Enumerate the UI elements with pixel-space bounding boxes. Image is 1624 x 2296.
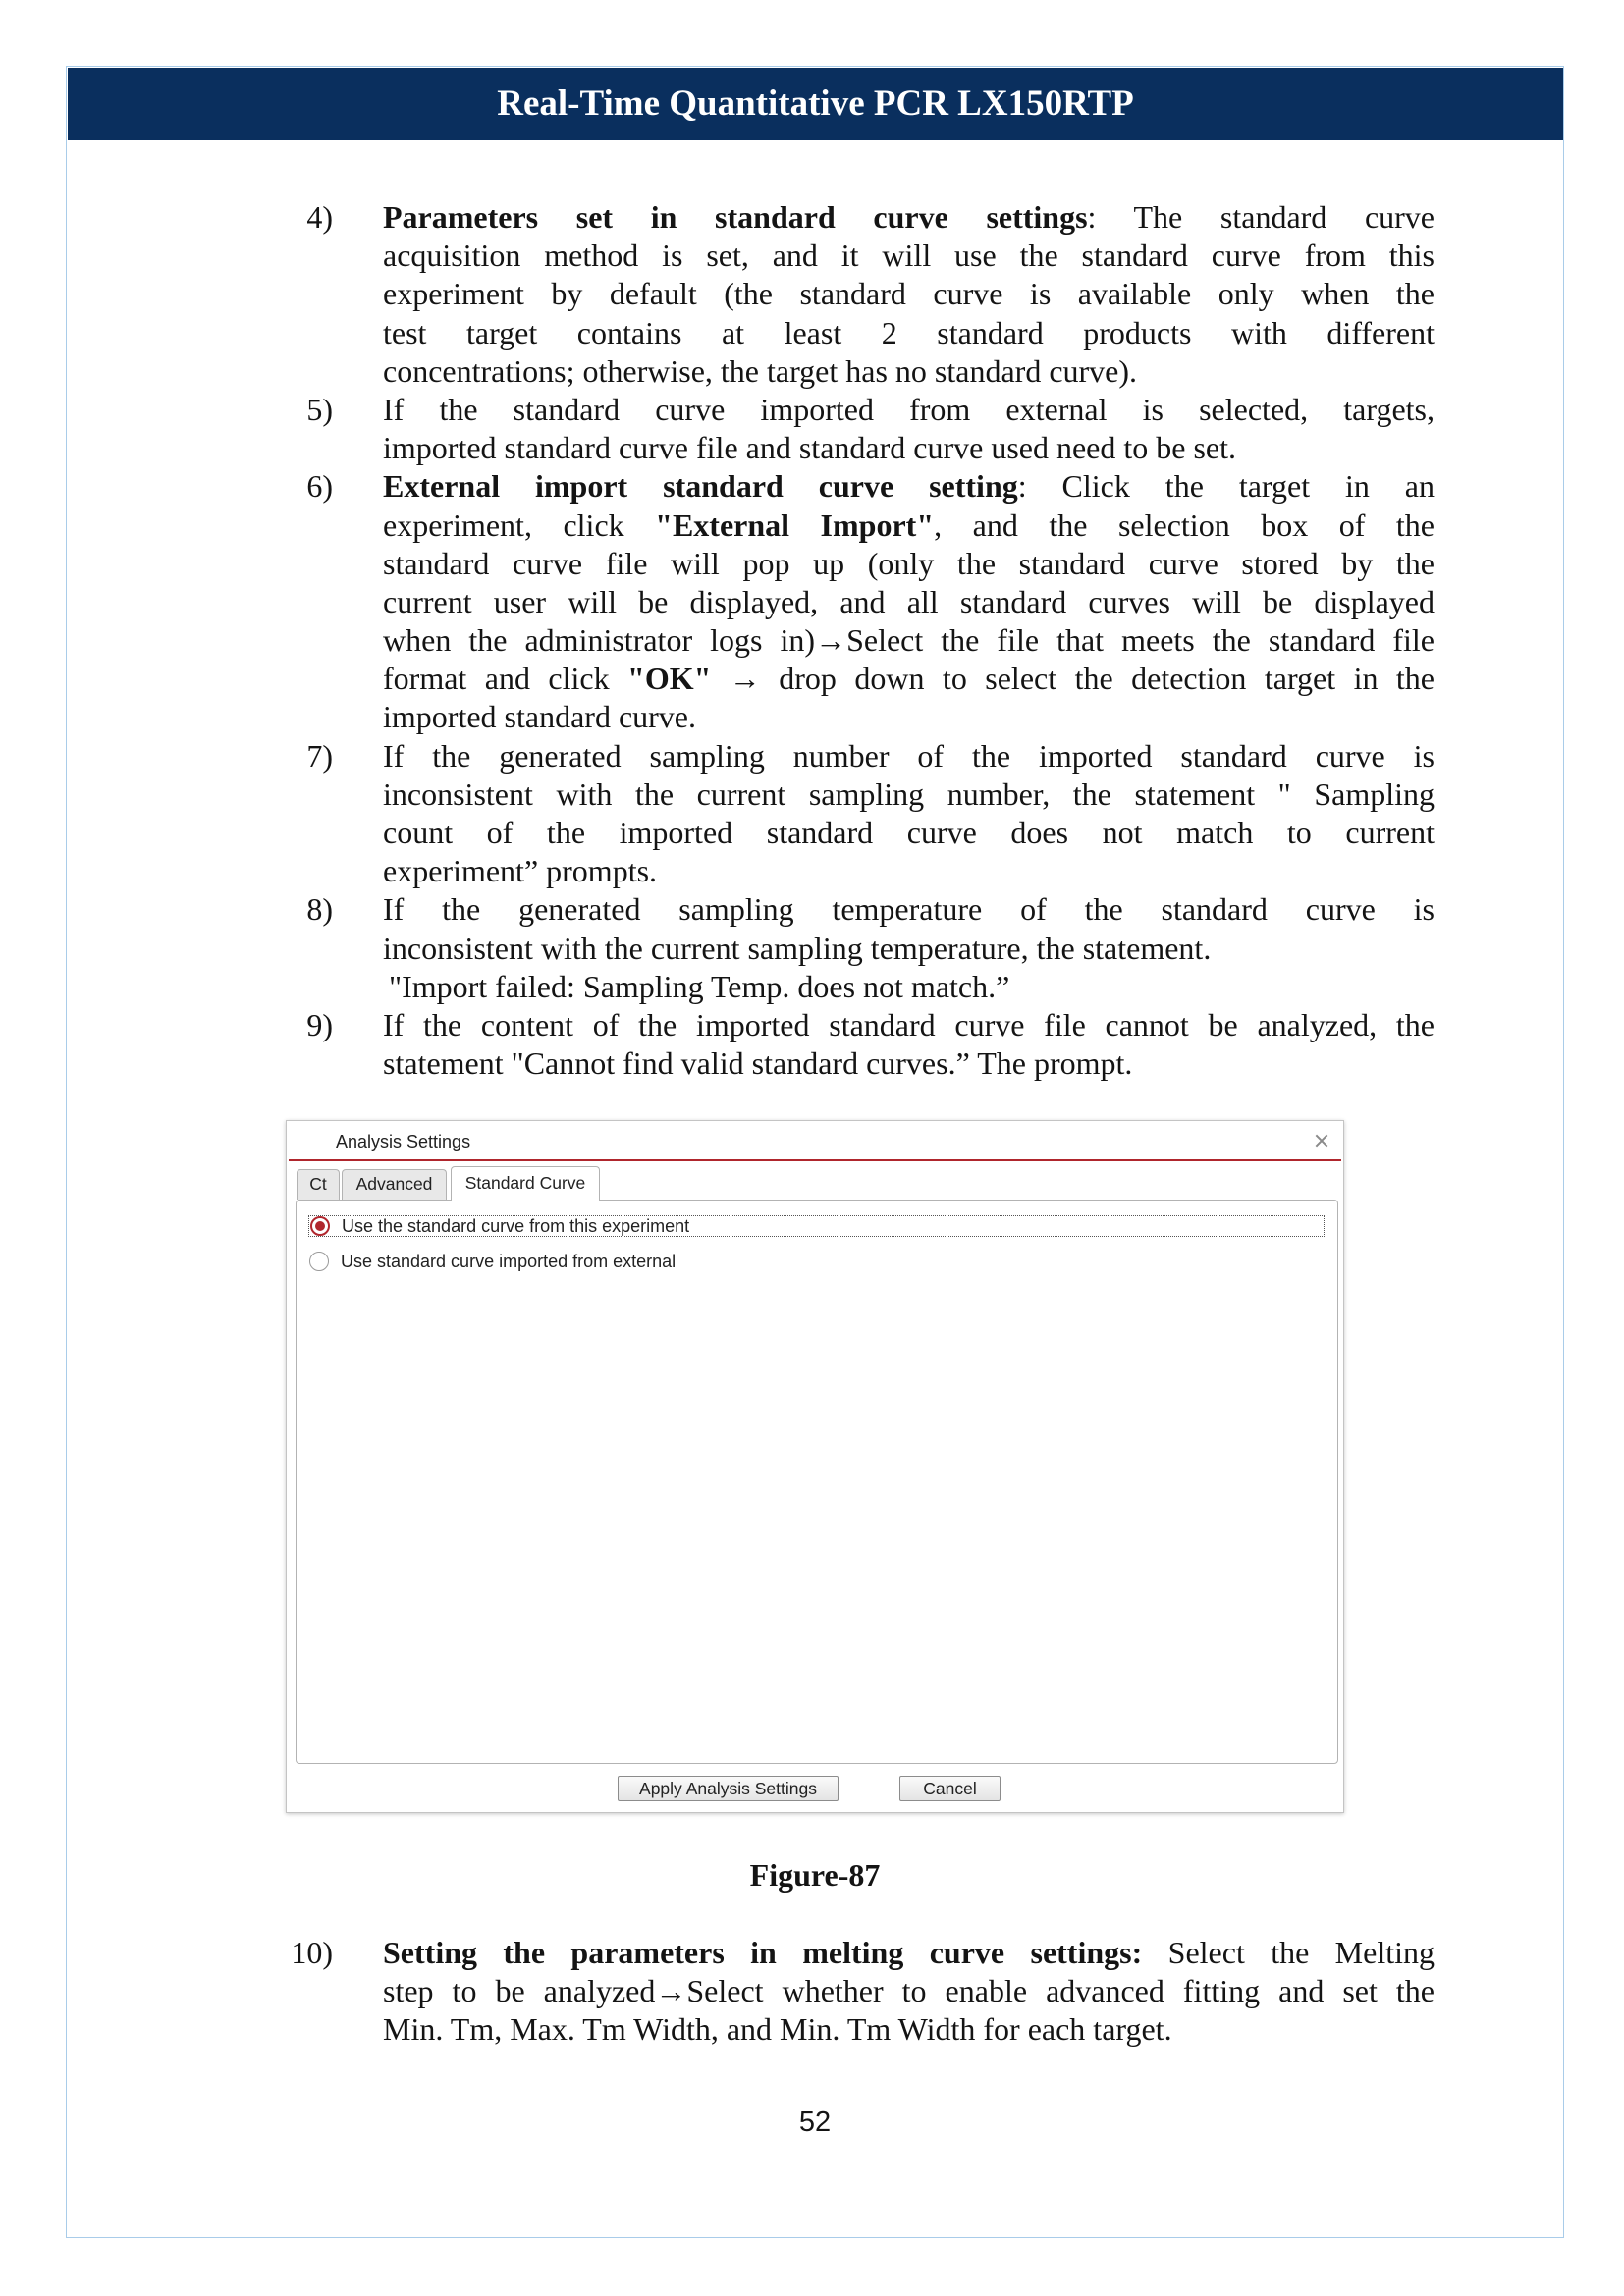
text-line bbox=[383, 698, 1435, 736]
text-run: current user will be displayed, and all standard curves will be displayed bbox=[383, 583, 1435, 619]
page-number: 52 bbox=[798, 2107, 832, 2138]
close-icon bbox=[1315, 1134, 1328, 1148]
list-item bbox=[0, 737, 1624, 891]
numbered-list bbox=[0, 1934, 1624, 2050]
bold-text: External import standard curve setting bbox=[383, 468, 1018, 505]
bold-text: "External Import" bbox=[655, 507, 935, 543]
text-run: If the standard curve imported from external is selected, targets, bbox=[383, 391, 1435, 427]
text-run: statement "Cannot find valid standard curves.” The prompt. bbox=[383, 1045, 1133, 1082]
list-item bbox=[0, 198, 1624, 391]
text-run: acquisition method is set, and it will use the standard curve from this bbox=[383, 238, 1435, 274]
text-line bbox=[383, 737, 1435, 775]
tab-ct: Ct bbox=[297, 1169, 340, 1200]
text-run: Select the Melting bbox=[1142, 1935, 1435, 1970]
tab-advanced: Advanced bbox=[342, 1169, 447, 1200]
text-line bbox=[383, 930, 1435, 968]
text-line bbox=[383, 352, 1435, 391]
text-line bbox=[383, 890, 1435, 929]
text-run: Min. Tm, Max. Tm Width, and Min. Tm Width for each target. bbox=[383, 2011, 1172, 2048]
list-item-paragraph bbox=[383, 467, 1435, 736]
text-run: If the generated sampling temperature of the standard curve is bbox=[383, 891, 1435, 928]
text-line bbox=[383, 237, 1435, 275]
text-run: → drop down to select the detection target in the bbox=[711, 661, 1435, 697]
list-item-number: 5) bbox=[306, 391, 333, 427]
tab-standard-curve: Standard Curve bbox=[451, 1166, 600, 1201]
page-header bbox=[68, 68, 1563, 140]
text-run: imported standard curve file and standard curve used need to be set. bbox=[383, 430, 1237, 466]
text-run: If the content of the imported standard curve file cannot be analyzed, the bbox=[383, 1006, 1435, 1042]
text-run: "Import failed: Sampling Temp. does not match.” bbox=[389, 968, 1010, 1004]
option-use-imported-curve bbox=[308, 1252, 1325, 1273]
list-item-number: 6) bbox=[306, 468, 333, 505]
dialog-title: Analysis Settings bbox=[336, 1132, 471, 1151]
text-run: inconsistent with the current sampling temperature, the statement. bbox=[383, 930, 1212, 966]
text-line bbox=[383, 391, 1435, 429]
list-item bbox=[0, 467, 1624, 736]
text-run: : Click the target in an bbox=[1017, 468, 1435, 505]
text-line bbox=[383, 507, 1435, 545]
list-item bbox=[0, 890, 1624, 1006]
bold-text: Parameters set in standard curve settings bbox=[383, 199, 1088, 235]
cancel-button: Cancel bbox=[899, 1776, 1001, 1801]
text-run: : The standard curve bbox=[1087, 199, 1435, 235]
text-line bbox=[383, 583, 1435, 621]
text-line bbox=[383, 275, 1435, 313]
list-item-paragraph bbox=[383, 968, 1435, 1006]
text-run: experiment by default (the standard curve is available only when the bbox=[383, 276, 1435, 312]
text-line bbox=[383, 1006, 1435, 1044]
text-line bbox=[383, 429, 1435, 467]
list-item-paragraph bbox=[383, 737, 1435, 891]
text-run: If the generated sampling number of the imported standard curve is bbox=[383, 737, 1435, 774]
text-line bbox=[383, 814, 1435, 852]
text-run: format and click bbox=[383, 661, 628, 697]
text-run: imported standard curve. bbox=[383, 699, 696, 735]
numbered-list bbox=[0, 198, 1624, 1083]
text-line bbox=[383, 1972, 1435, 2010]
text-run: inconsistent with the current sampling number, the statement " Sampling bbox=[383, 775, 1435, 812]
text-line bbox=[383, 1934, 1435, 1972]
list-item-number: 9) bbox=[306, 1006, 333, 1042]
list-item-number: 8) bbox=[306, 891, 333, 928]
text-line bbox=[383, 775, 1435, 814]
list-item bbox=[0, 1934, 1624, 2050]
bold-text: "OK" bbox=[627, 661, 712, 697]
radio-button bbox=[310, 1216, 330, 1236]
text-run: standard curve file will pop up (only the standard curve stored by the bbox=[383, 545, 1435, 581]
text-line bbox=[383, 545, 1435, 583]
list-item-number: 7) bbox=[306, 737, 333, 774]
option-use-experiment-curve bbox=[308, 1215, 1325, 1237]
list-item-paragraph bbox=[383, 1006, 1435, 1083]
list-item-number: 10) bbox=[291, 1935, 333, 1970]
list-item bbox=[0, 1006, 1624, 1083]
text-line bbox=[383, 621, 1435, 660]
list-item-paragraph bbox=[383, 198, 1435, 391]
text-run: experiment” prompts. bbox=[383, 853, 658, 889]
tab-panel bbox=[296, 1200, 1338, 1764]
option-label: Use the standard curve from this experiment bbox=[342, 1216, 690, 1236]
text-run: concentrations; otherwise, the target has no standard curve). bbox=[383, 352, 1138, 389]
text-run: count of the imported standard curve does not match to current bbox=[383, 815, 1435, 850]
text-line bbox=[383, 660, 1435, 698]
bold-text: Setting the parameters in melting curve settings: bbox=[383, 1935, 1143, 1970]
list-item bbox=[0, 391, 1624, 467]
text-line bbox=[383, 467, 1435, 506]
text-run: step to be analyzed→Select whether to enable advanced fitting and set the bbox=[383, 1973, 1435, 2009]
text-line bbox=[383, 198, 1435, 237]
figure-caption: Figure-87 bbox=[749, 1857, 881, 1893]
text-line bbox=[383, 2010, 1435, 2049]
figure-screenshot bbox=[286, 1120, 1344, 1813]
page-title: Real-Time Quantitative PCR LX150RTP bbox=[497, 83, 1134, 124]
text-line bbox=[383, 314, 1435, 352]
text-run: test target contains at least 2 standard products with different bbox=[383, 314, 1435, 350]
list-item-number: 4) bbox=[306, 199, 333, 235]
radio-button bbox=[309, 1252, 329, 1271]
text-run: experiment, click bbox=[383, 507, 656, 543]
text-line bbox=[383, 852, 1435, 890]
list-item-paragraph bbox=[383, 890, 1435, 967]
apply-analysis-settings-button: Apply Analysis Settings bbox=[618, 1776, 839, 1801]
text-line bbox=[383, 1044, 1435, 1083]
text-line bbox=[389, 968, 1435, 1006]
text-run: , and the selection box of the bbox=[934, 507, 1435, 543]
list-item-paragraph bbox=[383, 1934, 1435, 2050]
dialog-title-divider bbox=[289, 1159, 1341, 1161]
option-label: Use standard curve imported from external bbox=[341, 1252, 677, 1271]
list-item-paragraph bbox=[383, 391, 1435, 467]
text-run: when the administrator logs in)→Select the file that meets the standard file bbox=[383, 622, 1435, 659]
